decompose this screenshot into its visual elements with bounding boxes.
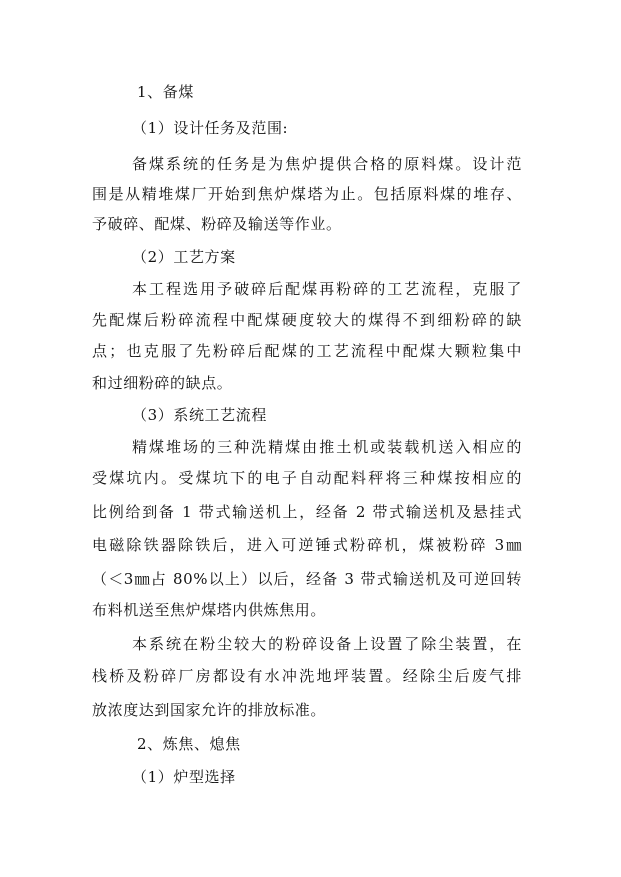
subsection-heading-design-scope: （1）设计任务及范围: (132, 119, 289, 137)
section-heading-coal-prep: 1、备煤 (137, 83, 194, 101)
paragraph-line: 围是从精堆煤厂开始到焦炉煤塔为止。包括原料煤的堆存、 (92, 185, 522, 203)
paragraph-line: 备煤系统的任务是为焦炉提供合格的原料煤。设计范 (132, 155, 522, 173)
subsection-heading-process-flow: （3）系统工艺流程 (132, 406, 267, 424)
section-heading-coking: 2、炼焦、熄焦 (137, 735, 241, 753)
paragraph-line: 本系统在粉尘较大的粉碎设备上设置了除尘装置，在 (132, 635, 522, 653)
paragraph-line: 栈桥及粉碎厂房都设有水冲洗地坪装置。经除尘后废气排 (92, 667, 522, 685)
paragraph-line: 点；也克服了先粉碎后配煤的工艺流程中配煤大颗粒集中 (92, 342, 522, 360)
paragraph-line: 精煤堆场的三种洗精煤由推土机或装载机送入相应的 (132, 438, 522, 456)
subsection-heading-furnace-type: （1）炉型选择 (132, 768, 236, 786)
paragraph-line: （＜3㎜占 80%以上）以后，经备 3 带式输送机及可逆回转 (92, 570, 522, 588)
paragraph-line: 本工程选用予破碎后配煤再粉碎的工艺流程，克服了 (132, 280, 522, 298)
paragraph-line: 先配煤后粉碎流程中配煤硬度较大的煤得不到细粉碎的缺 (92, 311, 522, 329)
paragraph-line: 受煤坑内。受煤坑下的电子自动配料秤将三种煤按相应的 (92, 469, 522, 487)
paragraph-line: 和过细粉碎的缺点。 (92, 374, 233, 392)
paragraph-line: 布料机送至焦炉煤塔内供炼焦用。 (92, 601, 327, 619)
paragraph-line: 予破碎、配煤、粉碎及输送等作业。 (92, 215, 342, 233)
paragraph-line: 放浓度达到国家允许的排放标准。 (92, 701, 327, 719)
paragraph-line: 比例给到备 1 带式输送机上，经备 2 带式输送机及悬挂式 (92, 503, 522, 521)
paragraph-line: 电磁除铁器除铁后，进入可逆锤式粉碎机，煤被粉碎 3㎜ (92, 536, 522, 554)
subsection-heading-process-plan: （2）工艺方案 (132, 248, 236, 266)
